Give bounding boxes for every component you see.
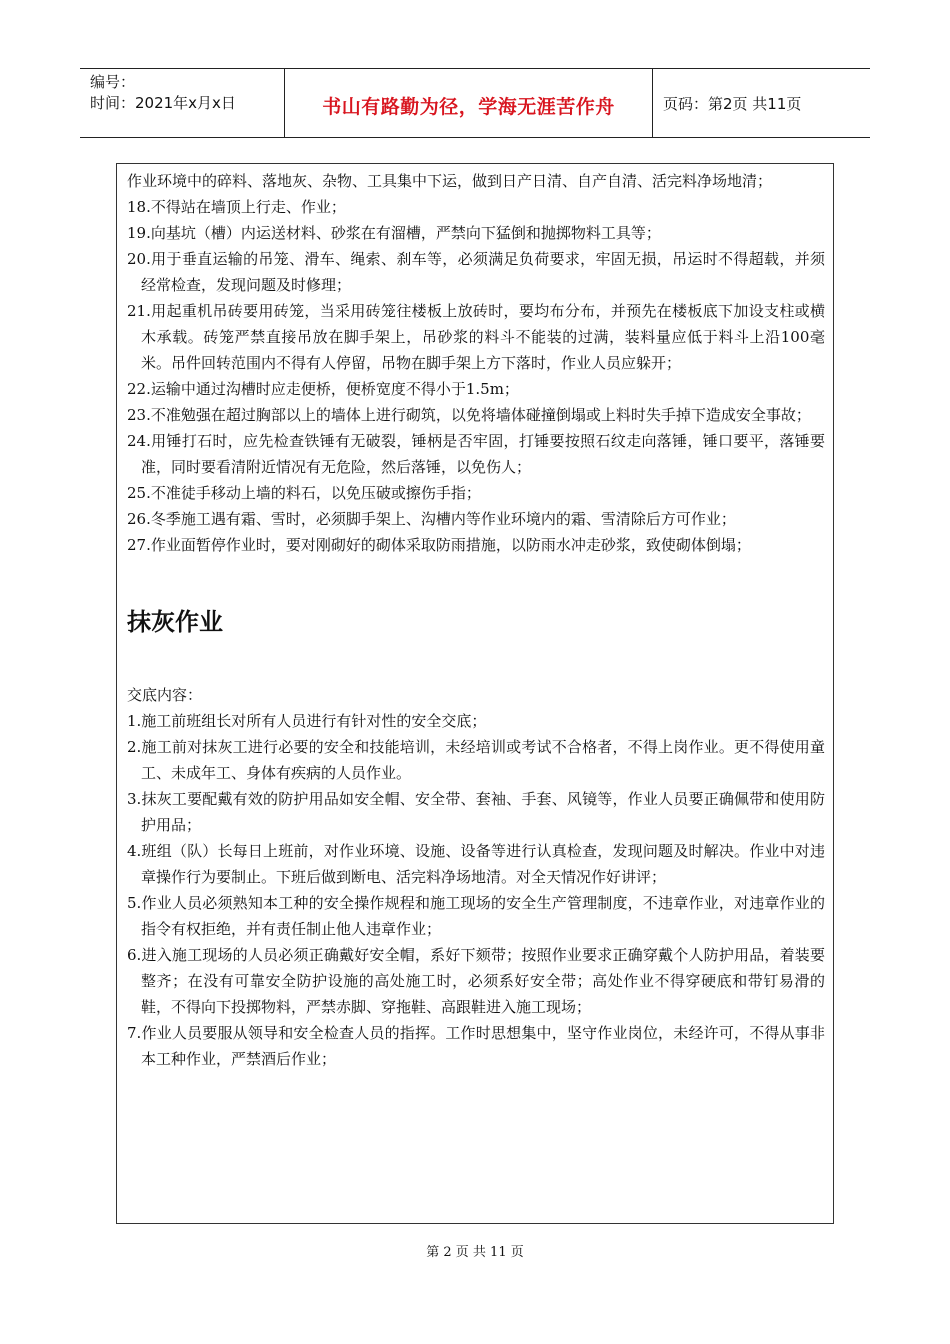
masonry-rules-list (127, 194, 825, 558)
header-meta-cell (80, 69, 285, 137)
page-footer: 第 2 页 共 11 页 (426, 1245, 524, 1260)
list-item: 2.施工前对抹灰工进行必要的安全和技能培训，未经培训或考试不合格者，不得上岗作业。更不得使用童工、未成年工、身体有疾病的人员作业。 (127, 738, 825, 782)
list-item: 1.施工前班组长对所有人员进行有针对性的安全交底； (127, 712, 487, 730)
list-item: 23.不准勉强在超过胸部以上的墙体上进行砌筑，以免将墙体碰撞倒塌或上料时失手掉下造成安全事故； (127, 406, 811, 424)
list-item: 19.向基坑（槽）内运送材料、砂浆在有溜槽，严禁向下猛倒和抛掷物料工具等； (127, 224, 661, 242)
list-item: 25.不准徒手移动上墙的料石，以免压破或擦伤手指； (127, 484, 481, 502)
list-item: 20.用于垂直运输的吊笼、滑车、绳索、刹车等，必须满足负荷要求，牢固无损，吊运时不得超载，并须经常检查，发现问题及时修理； (127, 250, 825, 294)
header-page-info: 页码：第2页 共11页 (663, 94, 802, 113)
list-item: 7.作业人员要服从领导和安全检查人员的指挥。工作时思想集中，坚守作业岗位，未经许可，不得从事非本工种作业，严禁酒后作业； (127, 1024, 825, 1068)
document-number-label: 编号： (90, 73, 136, 91)
list-item: 5.作业人员必须熟知本工种的安全操作规程和施工现场的安全生产管理制度，不违章作业，对违章作业的指令有权拒绝，并有责任制止他人违章作业； (127, 894, 825, 938)
list-item: 22.运输中通过沟槽时应走便桥，便桥宽度不得小于1.5m； (127, 380, 519, 398)
intro-paragraph: 作业环境中的碎料、落地灰、杂物、工具集中下运，做到日产日清、自产自清、活完料净场地清； (127, 172, 773, 190)
plastering-rules-list (127, 708, 825, 1072)
list-item: 26.冬季施工遇有霜、雪时，必须脚手架上、沟槽内等作业环境内的霜、雪清除后方可作业； (127, 510, 736, 528)
intro-section (127, 168, 825, 194)
list-item: 3.抹灰工要配戴有效的防护用品如安全帽、安全带、套袖、手套、风镜等，作业人员要正确佩带和使用防护用品； (127, 790, 825, 834)
document-date-label: 时间：2021年x月x日 (90, 94, 236, 112)
list-item: 4.班组（队）长每日上班前，对作业环境、设施、设备等进行认真检查，发现问题及时解决。作业中对违章操作行为要制止。下班后做到断电、活完料净场地清。对全天情况作好讲评； (127, 842, 825, 886)
list-item: 24.用锤打石时，应先检查铁锤有无破裂，锤柄是否牢固，打锤要按照石纹走向落锤，锤口要平，落锤要准，同时要看清附近情况有无危险，然后落锤，以免伤人； (127, 432, 825, 476)
list-item: 6.进入施工现场的人员必须正确戴好安全帽，系好下颏带；按照作业要求正确穿戴个人防护用品，着装要整齐；在没有可靠安全防护设施的高处施工时，必须系好安全带；高处作业不得穿硬底和带钉易滑的鞋，不得向下投掷物料，严禁赤脚、穿拖鞋、高跟鞋进入施工现场； (127, 946, 825, 1016)
document-body (116, 163, 834, 1224)
header-motto: 书山有路勤为径，学海无涯苦作舟 (285, 69, 653, 137)
section-lead: 交底内容： (127, 686, 203, 704)
list-item: 21.用起重机吊砖要用砖笼，当采用砖笼往楼板上放砖时，要均布分布，并预先在楼板底下加设支柱或横木承载。砖笼严禁直接吊放在脚手架上，吊砂浆的料斗不能装的过满，装料量应低于料斗上沿100毫米。吊件回转范围内不得有人停留，吊物在脚手架上方下落时，作业人员应躲开； (127, 302, 825, 372)
section-title: 抹灰作业 (127, 608, 223, 636)
list-item: 18.不得站在墙顶上行走、作业； (127, 198, 346, 216)
list-item: 27.作业面暂停作业时，要对刚砌好的砌体采取防雨措施，以防雨水冲走砂浆，致使砌体倒塌； (127, 536, 751, 554)
page-header (80, 68, 870, 138)
